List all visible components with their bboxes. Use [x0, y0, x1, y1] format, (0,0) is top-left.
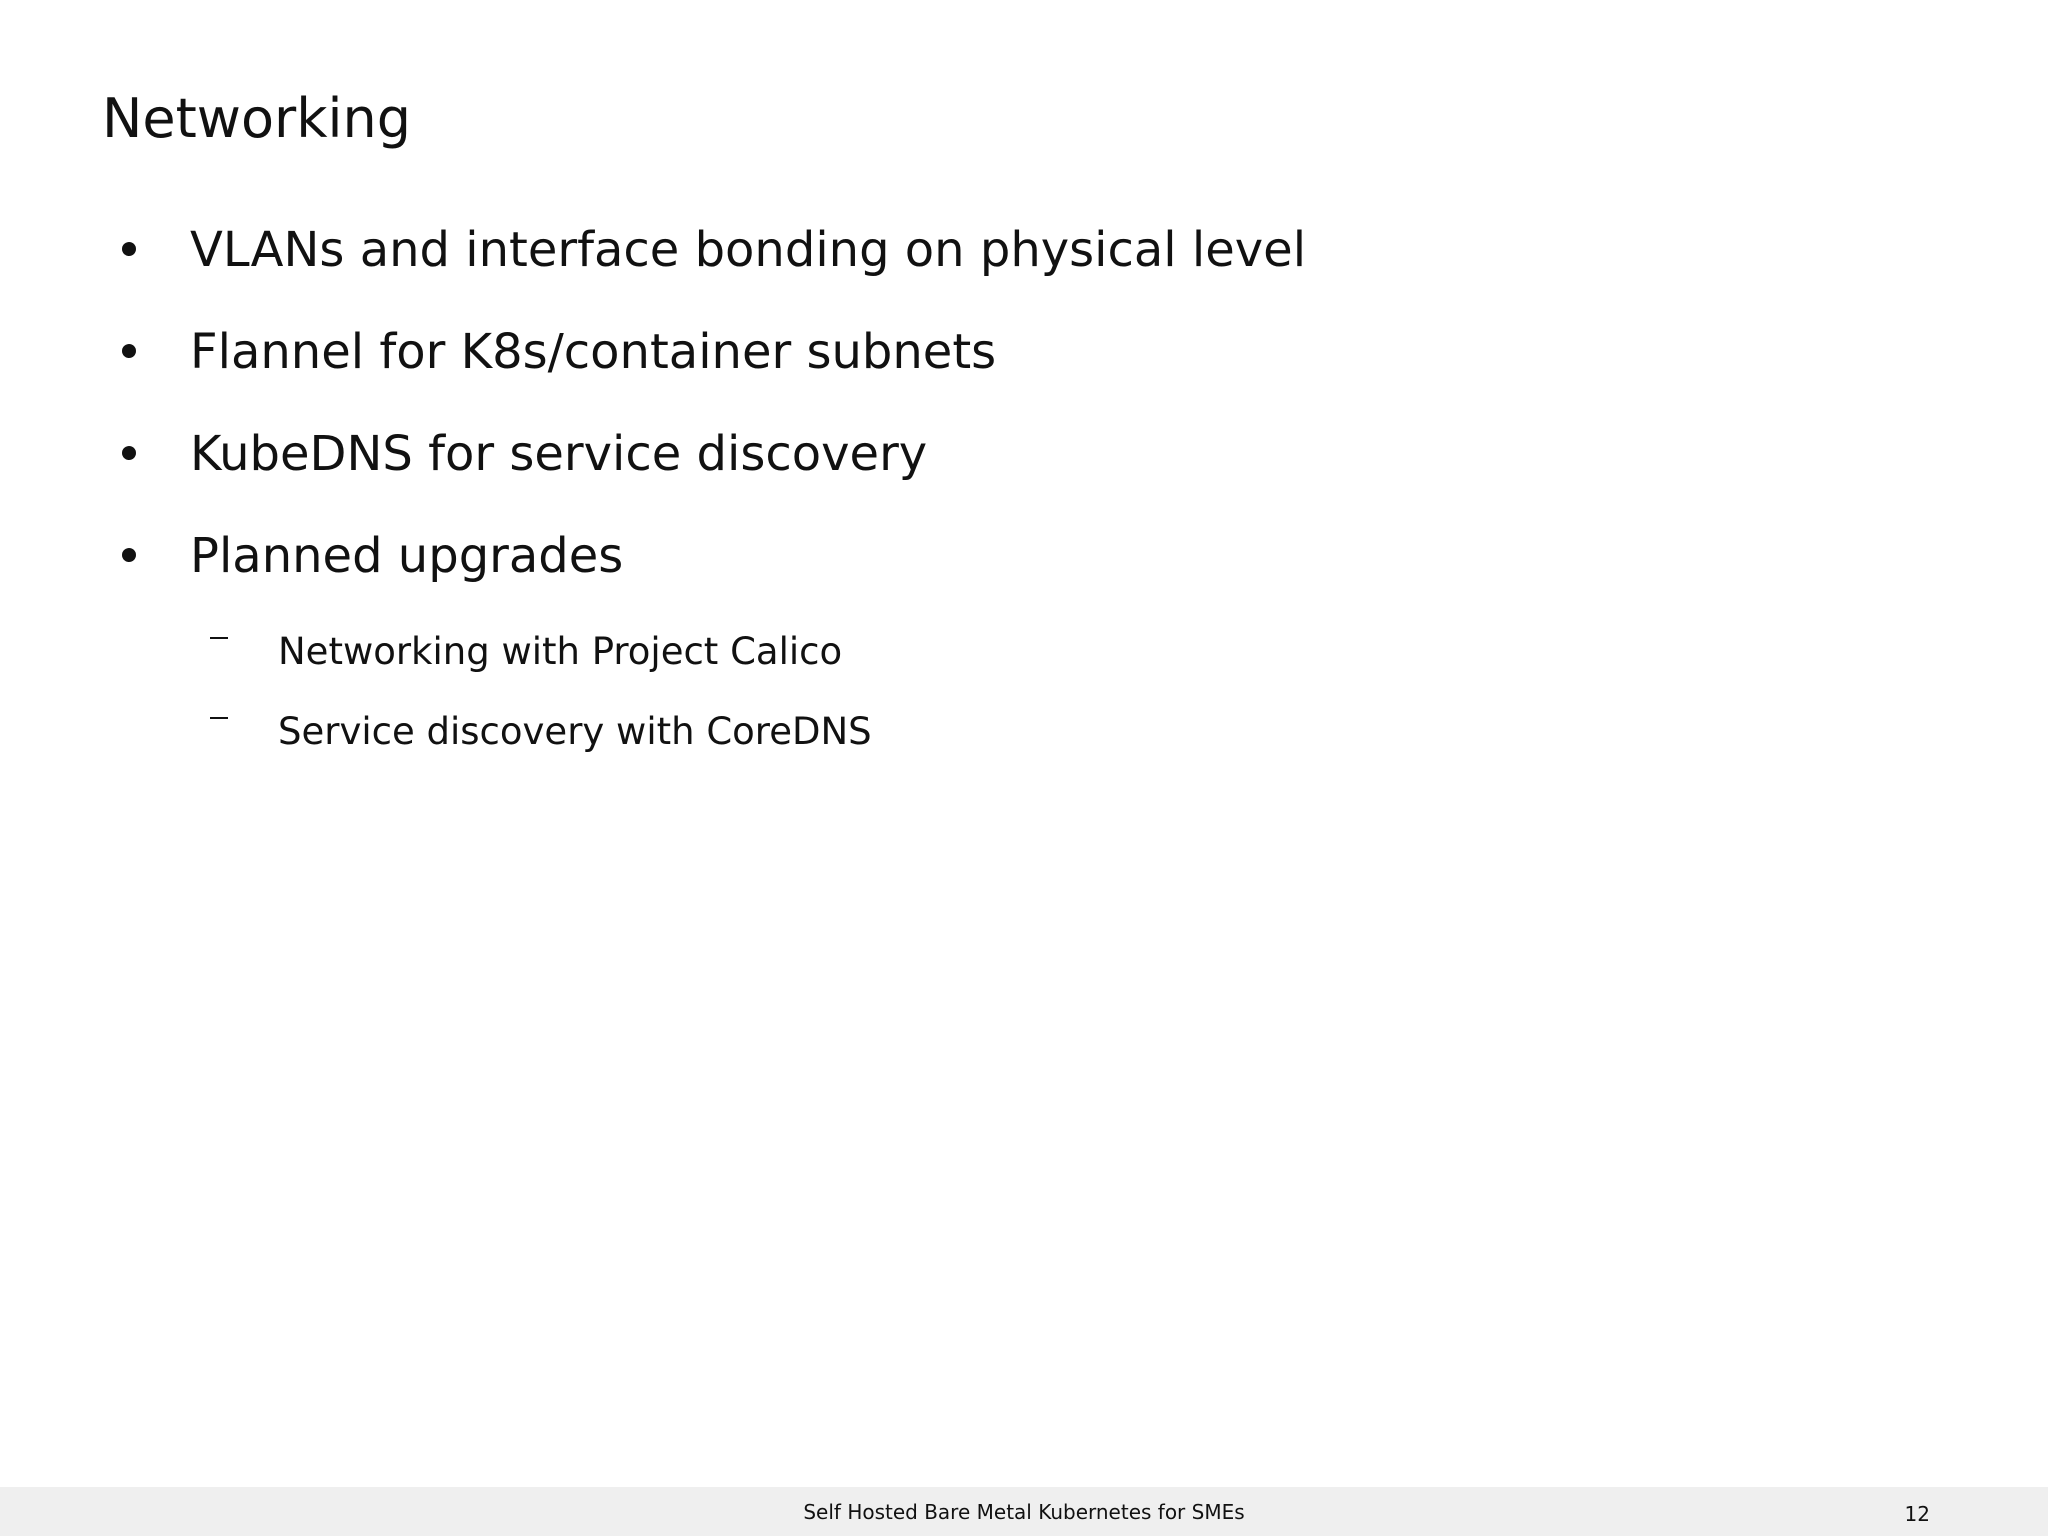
- slide-footer: [0, 1487, 2048, 1536]
- dash-icon: [210, 717, 228, 719]
- bullet-text: Flannel for K8s/container subnets: [190, 324, 997, 380]
- footer-title: Self Hosted Bare Metal Kubernetes for SMEs: [803, 1500, 1245, 1524]
- slide-title: Networking: [102, 87, 411, 150]
- bullet-icon: [122, 446, 136, 460]
- bullet-text: VLANs and interface bonding on physical level: [190, 222, 1307, 278]
- sub-bullet-item: [0, 707, 1900, 763]
- sub-bullet-text: Networking with Project Calico: [278, 630, 843, 673]
- bullet-text: Planned upgrades: [190, 528, 624, 584]
- dash-icon: [210, 637, 228, 639]
- bullet-item: [0, 424, 1900, 494]
- bullet-item: [0, 322, 1900, 392]
- bullet-item: [0, 220, 1900, 290]
- bullet-item: [0, 526, 1900, 596]
- sub-bullet-item: [0, 627, 1900, 683]
- bullet-icon: [122, 242, 136, 256]
- sub-bullet-text: Service discovery with CoreDNS: [278, 710, 872, 753]
- bullet-icon: [122, 344, 136, 358]
- page-number: 12: [1904, 1502, 1930, 1526]
- bullet-text: KubeDNS for service discovery: [190, 426, 928, 482]
- bullet-icon: [122, 548, 136, 562]
